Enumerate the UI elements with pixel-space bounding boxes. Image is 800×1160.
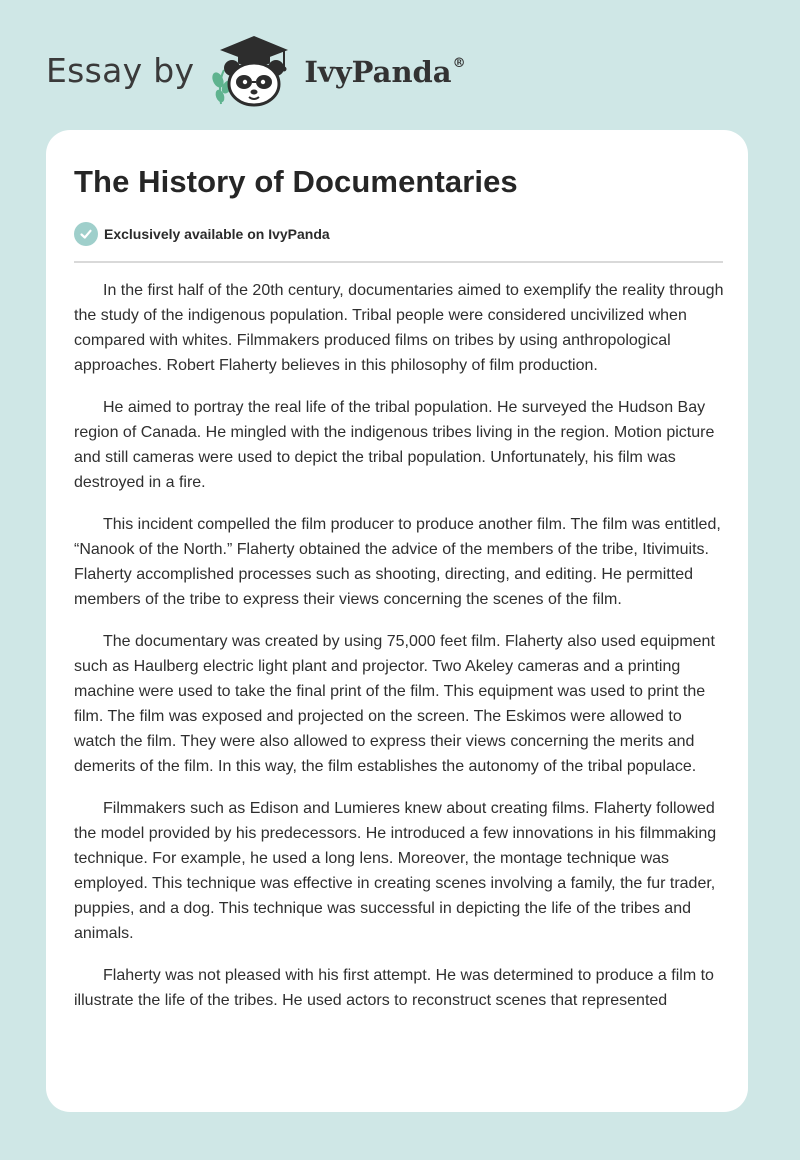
essay-paragraph: He aimed to portray the real life of the tribal population. He surveyed the Hudson Bay region of Canada. He mingled with the indigenous tribes living in the region. Motion picture and still cameras were used to depict the tribal population. Unfortunately, his film was destroyed in a fire. [74,399,715,491]
check-circle-icon [74,222,98,246]
essay-by-label: Essay by [46,50,195,90]
panda-graduate-logo-icon[interactable] [208,30,300,110]
essay-card [46,130,748,1112]
essay-title: The History of Documentaries [74,164,518,199]
site-header [46,30,466,110]
exclusive-badge [74,222,330,246]
essay-paragraph: In the first half of the 20th century, documentaries aimed to exemplify the reality through the study of the indigenous population. Tribal people were considered uncivilized when compared with whites. Filmmakers produced films on tribes by using anthropological approaches. Robert Flaherty believes in this philosophy of film production. [74,282,724,374]
title-divider [74,261,723,263]
essay-paragraph: Flaherty was not pleased with his first attempt. He was determined to produce a film to illustrate the life of the tribes. He used actors to reconstruct scenes that represented [74,967,714,1009]
essay-paragraph: This incident compelled the film producer to produce another film. The film was entitled, “Nanook of the North.” Flaherty obtained the advice of the members of the tribe, Itivimuits. Flaherty accomplished processes such as shooting, directing, and editing. He permitted members of the tribe to express their views concerning the scenes of the film. [74,516,721,608]
registered-mark: ® [452,56,466,72]
essay-body [74,278,726,1030]
exclusive-label: Exclusively available on IvyPanda [104,226,330,242]
essay-paragraph: The documentary was created by using 75,000 feet film. Flaherty also used equipment such as Haulberg electric light plant and projector. Two Akeley cameras and a printing machine were used to take the final print of the film. This equipment was used to print the film. The film was exposed and projected on the screen. The Eskimos were allowed to watch the film. They were also allowed to express their views concerning the merits and demerits of the film. In this way, the film establishes the autonomy of the tribal populace. [74,633,715,775]
brand-name-text: IvyPanda [304,55,452,89]
ivypanda-wordmark[interactable] [304,55,465,89]
essay-paragraph: Filmmakers such as Edison and Lumieres knew about creating films. Flaherty followed the model provided by his predecessors. He introduced a few innovations in his filmmaking technique. For example, he used a long lens. Moreover, the montage technique was employed. This technique was effective in creating scenes involving a family, the fur trader, puppies, and a dog. This technique was successful in depicting the life of the tribes and animals. [74,800,717,942]
